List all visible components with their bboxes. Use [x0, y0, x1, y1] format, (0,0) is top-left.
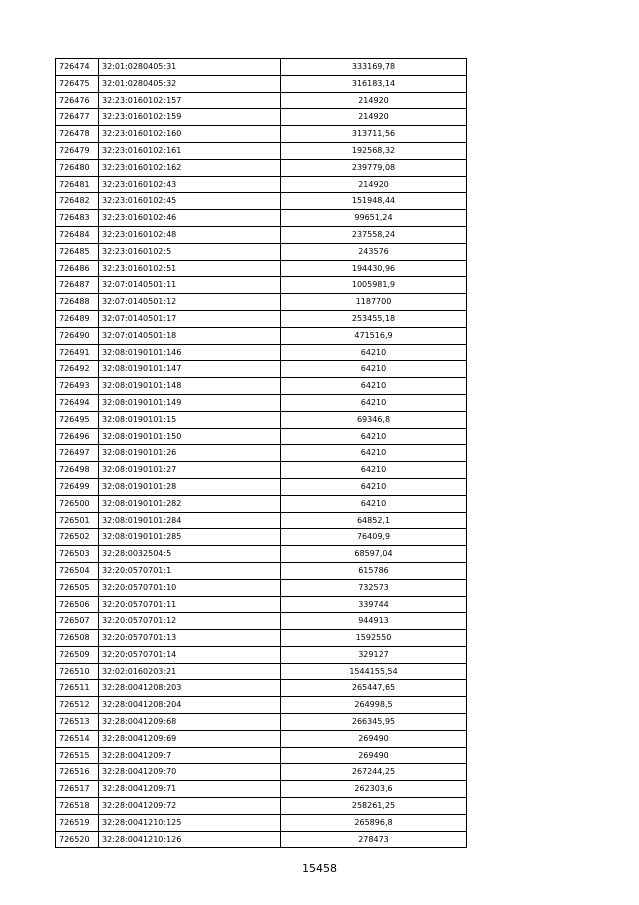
- value-cell: 1005981,9: [281, 277, 467, 294]
- value-cell: 732573: [281, 579, 467, 596]
- value-cell: 214920: [281, 176, 467, 193]
- value-cell: 1592550: [281, 630, 467, 647]
- row-number-cell: 726498: [56, 462, 99, 479]
- table-row: [56, 294, 467, 311]
- cadastral-number-cell: 32:28:0041208:204: [99, 697, 281, 714]
- cadastral-number-cell: 32:08:0190101:28: [99, 478, 281, 495]
- cadastral-number-cell: 32:23:0160102:161: [99, 142, 281, 159]
- cadastral-number-cell: 32:08:0190101:15: [99, 411, 281, 428]
- table-row: [56, 193, 467, 210]
- table-row: [56, 159, 467, 176]
- table-row: [56, 764, 467, 781]
- row-number-cell: 726491: [56, 344, 99, 361]
- table-row: [56, 428, 467, 445]
- value-cell: 151948,44: [281, 193, 467, 210]
- value-cell: 192568,32: [281, 142, 467, 159]
- cadastral-number-cell: 32:23:0160102:43: [99, 176, 281, 193]
- row-number-cell: 726504: [56, 562, 99, 579]
- cadastral-number-cell: 32:08:0190101:150: [99, 428, 281, 445]
- cadastral-number-cell: 32:20:0570701:13: [99, 630, 281, 647]
- cadastral-number-cell: 32:23:0160102:5: [99, 243, 281, 260]
- value-cell: 76409,9: [281, 529, 467, 546]
- row-number-cell: 726487: [56, 277, 99, 294]
- cadastral-number-cell: 32:07:0140501:11: [99, 277, 281, 294]
- row-number-cell: 726512: [56, 697, 99, 714]
- row-number-cell: 726502: [56, 529, 99, 546]
- value-cell: 615786: [281, 562, 467, 579]
- value-cell: 214920: [281, 109, 467, 126]
- cadastral-number-cell: 32:02:0160203:21: [99, 663, 281, 680]
- table-row: [56, 176, 467, 193]
- cadastral-number-cell: 32:08:0190101:149: [99, 394, 281, 411]
- value-cell: 237558,24: [281, 226, 467, 243]
- cadastral-number-cell: 32:08:0190101:148: [99, 378, 281, 395]
- cadastral-number-cell: 32:08:0190101:146: [99, 344, 281, 361]
- cadastral-number-cell: 32:20:0570701:14: [99, 646, 281, 663]
- value-cell: 258261,25: [281, 798, 467, 815]
- value-cell: 69346,8: [281, 411, 467, 428]
- row-number-cell: 726497: [56, 445, 99, 462]
- row-number-cell: 726510: [56, 663, 99, 680]
- table-row: [56, 814, 467, 831]
- cadastral-number-cell: 32:08:0190101:27: [99, 462, 281, 479]
- value-cell: 253455,18: [281, 310, 467, 327]
- value-cell: 68597,04: [281, 546, 467, 563]
- cadastral-number-cell: 32:28:0041209:68: [99, 714, 281, 731]
- table-row: [56, 462, 467, 479]
- row-number-cell: 726477: [56, 109, 99, 126]
- row-number-cell: 726505: [56, 579, 99, 596]
- row-number-cell: 726478: [56, 126, 99, 143]
- row-number-cell: 726500: [56, 495, 99, 512]
- row-number-cell: 726501: [56, 512, 99, 529]
- table-row: [56, 714, 467, 731]
- value-cell: 262303,6: [281, 781, 467, 798]
- cadastral-number-cell: 32:23:0160102:159: [99, 109, 281, 126]
- value-cell: 64210: [281, 462, 467, 479]
- value-cell: 194430,96: [281, 260, 467, 277]
- value-cell: 64210: [281, 428, 467, 445]
- row-number-cell: 726508: [56, 630, 99, 647]
- row-number-cell: 726499: [56, 478, 99, 495]
- cadastral-number-cell: 32:20:0570701:10: [99, 579, 281, 596]
- row-number-cell: 726495: [56, 411, 99, 428]
- cadastral-number-cell: 32:08:0190101:284: [99, 512, 281, 529]
- cadastral-number-cell: 32:28:0032504:5: [99, 546, 281, 563]
- row-number-cell: 726476: [56, 92, 99, 109]
- row-number-cell: 726485: [56, 243, 99, 260]
- row-number-cell: 726486: [56, 260, 99, 277]
- table-row: [56, 361, 467, 378]
- row-number-cell: 726517: [56, 781, 99, 798]
- cadastral-number-cell: 32:23:0160102:157: [99, 92, 281, 109]
- value-cell: 214920: [281, 92, 467, 109]
- value-cell: 1187700: [281, 294, 467, 311]
- table-row: [56, 546, 467, 563]
- value-cell: 313711,56: [281, 126, 467, 143]
- table-row: [56, 277, 467, 294]
- cadastral-number-cell: 32:07:0140501:18: [99, 327, 281, 344]
- row-number-cell: 726513: [56, 714, 99, 731]
- cadastral-number-cell: 32:23:0160102:48: [99, 226, 281, 243]
- value-cell: 64852,1: [281, 512, 467, 529]
- value-cell: 265896,8: [281, 814, 467, 831]
- table-row: [56, 646, 467, 663]
- row-number-cell: 726518: [56, 798, 99, 815]
- cadastral-number-cell: 32:08:0190101:147: [99, 361, 281, 378]
- value-cell: 269490: [281, 747, 467, 764]
- value-cell: 265447,65: [281, 680, 467, 697]
- value-cell: 266345,95: [281, 714, 467, 731]
- value-cell: 64210: [281, 445, 467, 462]
- row-number-cell: 726489: [56, 310, 99, 327]
- value-cell: 64210: [281, 478, 467, 495]
- table-row: [56, 831, 467, 848]
- table-row: [56, 260, 467, 277]
- table-row: [56, 495, 467, 512]
- value-cell: 269490: [281, 730, 467, 747]
- table-row: [56, 747, 467, 764]
- row-number-cell: 726490: [56, 327, 99, 344]
- row-number-cell: 726479: [56, 142, 99, 159]
- row-number-cell: 726474: [56, 59, 99, 76]
- value-cell: 267244,25: [281, 764, 467, 781]
- value-cell: 329127: [281, 646, 467, 663]
- row-number-cell: 726515: [56, 747, 99, 764]
- cadastral-number-cell: 32:28:0041208:203: [99, 680, 281, 697]
- value-cell: 64210: [281, 394, 467, 411]
- row-number-cell: 726514: [56, 730, 99, 747]
- cadastral-number-cell: 32:23:0160102:51: [99, 260, 281, 277]
- value-cell: 1544155,54: [281, 663, 467, 680]
- row-number-cell: 726480: [56, 159, 99, 176]
- table-row: [56, 596, 467, 613]
- row-number-cell: 726494: [56, 394, 99, 411]
- value-cell: 278473: [281, 831, 467, 848]
- table-row: [56, 75, 467, 92]
- row-number-cell: 726511: [56, 680, 99, 697]
- table-row: [56, 344, 467, 361]
- cadastral-number-cell: 32:08:0190101:26: [99, 445, 281, 462]
- table-row: [56, 142, 467, 159]
- value-cell: 333169,78: [281, 59, 467, 76]
- page-number: 15458: [302, 862, 337, 875]
- row-number-cell: 726488: [56, 294, 99, 311]
- cadastral-number-cell: 32:28:0041209:72: [99, 798, 281, 815]
- table-row: [56, 529, 467, 546]
- cadastral-number-cell: 32:07:0140501:12: [99, 294, 281, 311]
- cadastral-number-cell: 32:28:0041210:125: [99, 814, 281, 831]
- row-number-cell: 726506: [56, 596, 99, 613]
- table-row: [56, 59, 467, 76]
- cadastral-number-cell: 32:20:0570701:11: [99, 596, 281, 613]
- row-number-cell: 726484: [56, 226, 99, 243]
- table-row: [56, 579, 467, 596]
- table-row: [56, 478, 467, 495]
- registry-table-body: [56, 59, 467, 848]
- table-row: [56, 663, 467, 680]
- value-cell: 471516,9: [281, 327, 467, 344]
- row-number-cell: 726481: [56, 176, 99, 193]
- cadastral-number-cell: 32:23:0160102:162: [99, 159, 281, 176]
- cadastral-number-cell: 32:28:0041209:69: [99, 730, 281, 747]
- cadastral-number-cell: 32:20:0570701:1: [99, 562, 281, 579]
- value-cell: 99651,24: [281, 210, 467, 227]
- value-cell: 239779,08: [281, 159, 467, 176]
- table-row: [56, 411, 467, 428]
- row-number-cell: 726509: [56, 646, 99, 663]
- table-row: [56, 697, 467, 714]
- table-row: [56, 109, 467, 126]
- table-row: [56, 126, 467, 143]
- value-cell: 264998,5: [281, 697, 467, 714]
- row-number-cell: 726483: [56, 210, 99, 227]
- cadastral-number-cell: 32:23:0160102:46: [99, 210, 281, 227]
- value-cell: 316183,14: [281, 75, 467, 92]
- row-number-cell: 726482: [56, 193, 99, 210]
- table-row: [56, 613, 467, 630]
- row-number-cell: 726519: [56, 814, 99, 831]
- table-row: [56, 378, 467, 395]
- table-row: [56, 210, 467, 227]
- table-row: [56, 394, 467, 411]
- table-row: [56, 798, 467, 815]
- table-row: [56, 781, 467, 798]
- row-number-cell: 726492: [56, 361, 99, 378]
- row-number-cell: 726496: [56, 428, 99, 445]
- row-number-cell: 726507: [56, 613, 99, 630]
- cadastral-number-cell: 32:01:0280405:31: [99, 59, 281, 76]
- table-row: [56, 92, 467, 109]
- cadastral-number-cell: 32:07:0140501:17: [99, 310, 281, 327]
- row-number-cell: 726493: [56, 378, 99, 395]
- table-row: [56, 680, 467, 697]
- row-number-cell: 726475: [56, 75, 99, 92]
- cadastral-number-cell: 32:28:0041210:126: [99, 831, 281, 848]
- row-number-cell: 726520: [56, 831, 99, 848]
- table-row: [56, 327, 467, 344]
- cadastral-number-cell: 32:08:0190101:285: [99, 529, 281, 546]
- value-cell: 64210: [281, 495, 467, 512]
- table-row: [56, 630, 467, 647]
- table-row: [56, 512, 467, 529]
- table-row: [56, 445, 467, 462]
- cadastral-number-cell: 32:08:0190101:282: [99, 495, 281, 512]
- table-row: [56, 310, 467, 327]
- value-cell: 339744: [281, 596, 467, 613]
- cadastral-number-cell: 32:23:0160102:45: [99, 193, 281, 210]
- value-cell: 64210: [281, 361, 467, 378]
- cadastral-number-cell: 32:28:0041209:71: [99, 781, 281, 798]
- cadastral-number-cell: 32:20:0570701:12: [99, 613, 281, 630]
- cadastral-number-cell: 32:01:0280405:32: [99, 75, 281, 92]
- row-number-cell: 726516: [56, 764, 99, 781]
- value-cell: 243576: [281, 243, 467, 260]
- cadastral-number-cell: 32:28:0041209:7: [99, 747, 281, 764]
- value-cell: 64210: [281, 344, 467, 361]
- table-row: [56, 243, 467, 260]
- value-cell: 64210: [281, 378, 467, 395]
- row-number-cell: 726503: [56, 546, 99, 563]
- registry-table: [55, 58, 467, 848]
- cadastral-number-cell: 32:28:0041209:70: [99, 764, 281, 781]
- value-cell: 944913: [281, 613, 467, 630]
- table-row: [56, 730, 467, 747]
- table-row: [56, 562, 467, 579]
- table-row: [56, 226, 467, 243]
- cadastral-number-cell: 32:23:0160102:160: [99, 126, 281, 143]
